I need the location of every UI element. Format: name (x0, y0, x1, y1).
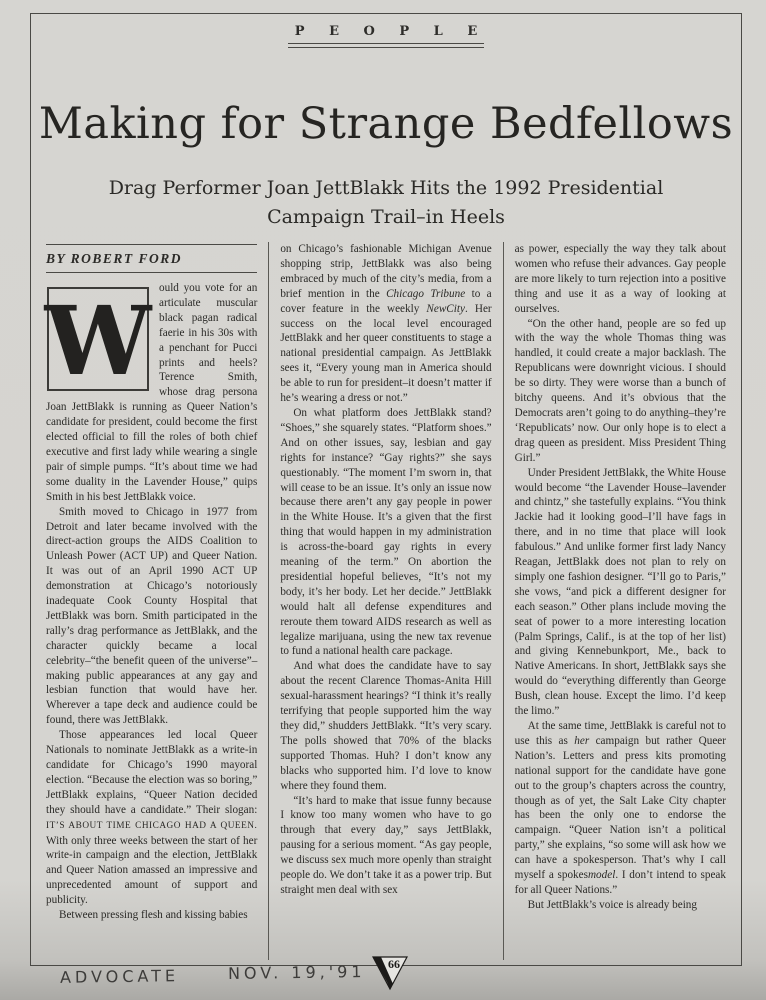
article-paragraph: Under President JettBlakk, the White House would become “the Lavender House–lavender and chintz,” she tastefully explains. “You think Jackie had it looking good–I’ll have fags in there, and in no time that place will look fabulous.” And unlike former first lady Nancy Reagan, JettBlakk does not plan to rely on simply one fashion designer. “I’ll go to Paris,” she vows, “and pick a different designer for each season.” Other plans include moving the seat of power to a more interesting location (Palm Springs, Calif., is at the top of her list) and giving Kennebunkport, Me., back to Native Americans. In short, JettBlakk says she would do “everything differently than George Bush, clean house. Except the limo. I’d keep the limo.” (514, 466, 726, 718)
article-paragraph: “On the other hand, people are so fed up with the way the whole Thomas thing was handled, it could create a major backlash. The Republicans were downright vicious. I should be so dirty. They were worse than a bunch of bitchy queens. And it’s obvious that the Democrats aren’t going to do anything–they’re ‘Republicats’ now. Our only hope is to elect a drag queen as president. Miss President Thing Girl.” (514, 317, 726, 464)
publication-logo (371, 954, 409, 997)
page-number: 66 (388, 957, 400, 971)
section-double-rule (288, 43, 484, 48)
article-paragraph: But JettBlakk’s voice is already being (527, 898, 697, 911)
column-3 (503, 242, 737, 960)
article-paragraph: Between pressing flesh and kissing babies (59, 909, 248, 922)
section-header (31, 22, 741, 48)
article-paragraph: ould you vote for an articulate muscular black pagan radical faerie in his 30s with a penchant for Pucci prints and heels? Terence Smith, whose drag persona Joan JettBlakk is running as Queer Nation’s candidate for president, could become the first elected official to fill the roles of both chief executive and first lady while wearing a single pair of simple pumps. “It’s about time we had some duality in the Lavender House,” quips Smith in his best JettBlakk voice. (46, 282, 258, 503)
article-columns (35, 242, 737, 960)
v-triangle-icon (371, 954, 409, 992)
section-label: P E O P L E (294, 24, 488, 39)
subtitle-line-1: Drag Performer Joan JettBlakk Hits the 1992 Presidential (108, 177, 664, 199)
article-paragraph: Smith moved to Chicago in 1977 from Detroit and later became involved with the direct-action groups the AIDS Coalition to Unleash Power (ACT UP) and Queer Nation. It was out of an April 1990 ACT UP demonstration at Chicago’s notoriously inadequate Cook County Hospital that JettBlakk was born. Smith participated in the rally’s drag performance as JettBlakk, and the character quickly became a local celebrity–“the benefit queen of the universe”–making public appearances at any gay and lesbian function that would have her. Wherever a tape deck and audience could be found, there was JettBlakk. (46, 505, 258, 727)
article-paragraph: And what does the candidate have to say about the recent Clarence Thomas-Anita Hill sexual-harassment hearings? “I think it’s really terrifying that people supported him the way they did,” shudders JettBlakk. “It’s very scary. The polls showed that 70% of the blacks supported Thomas. Huh? I don’t know any blacks who supported him. I’d love to know where they found them. (280, 660, 492, 792)
article-headline: Making for Strange Bedfellows (38, 99, 734, 149)
column-2-text (280, 242, 491, 898)
article-paragraph: Those appearances led local Queer Nationals to nominate JettBlakk as a write-in candidate for Chicago’s 1990 mayoral election. “Because the election was so boring,” JettBlakk explains, “Queer Nation decided they should have a candidate.” Their slogan: IT’S ABOUT TIME CHICAGO HAD A QUEEN. With only three weeks between the start of her write-in campaign and the election, JettBlakk and Queer Nation amassed an impressive and unprecedented amount of support and publicity. (46, 729, 258, 907)
dropcap-letter: W (44, 285, 152, 397)
article-paragraph: “It’s hard to make that issue funny because I know too many women who have to go through that every day,” says JettBlakk, pausing for a serious moment. “As gay people, we discuss sex much more openly than straight people do. We don’t take it as a power trip. But straight men deal with sex (280, 794, 492, 896)
subtitle-line-2: Campaign Trail–in Heels (267, 206, 505, 229)
article-paragraph: On what platform does JettBlakk stand? “Shoes,” she squarely states. “Platform shoes.” And on other issues, say, lesbian and gay rights for instance? “Gay rights?” she says questionably. “The moment I’m sworn in, that will cease to be an issue. It’s only an issue now because there aren’t any gay people in power in the White House. It’s a given that the first thing that would happen in my administration is across-the-board gay rights in every meaning of the term.” On abortion the presidential hopeful believes, “It’s not my body, it’s her body. Let her decide.” JettBlakk would halt all defense expenditures and reroute them toward AIDS research as well as legalize marijuana, using the new tax revenue to fund a national health care package. (280, 406, 492, 658)
column-3-text (515, 242, 726, 913)
handwritten-publication: ADVOCATE (59, 966, 180, 987)
page-border (30, 13, 742, 966)
article-paragraph: on Chicago’s fashionable Michigan Avenue shopping strip, JettBlakk was also being embraced by much of the city’s media, from a brief mention in the Chicago Tribune to a cover feature in the weekly NewCity. Her success on the local level encouraged JettBlakk and her queer constituents to stage a national presidential campaign. As JettBlakk sees it, “Every young man in America should be able to run for president–it doesn’t matter if he’s wearing a dress or not.” (280, 243, 492, 405)
column-1 (35, 242, 268, 960)
article-subtitle (31, 174, 741, 233)
column-2 (268, 242, 502, 960)
article-paragraph: as power, especially the way they talk about women who refuse their advances. Gay people are more likely to turn rejection into a positive thing and use it as a way of looking at ourselves. (514, 243, 726, 315)
article-paragraph: At the same time, JettBlakk is careful not to use this as her campaign but rather Queer Nation’s. Letters and press kits promoting national support for the candidate have gone out to the group’s chapters across the country, though as of yet, the Salt Lake City chapter has been the only one to endorse the campaign. “Queer Nation isn’t a political party,” she explains, “so some will ask how we can have a spokesperson. That’s why I call myself a spokesmodel. I don’t intend to speak for all Queer Nations.” (514, 720, 726, 896)
dropcap-box (44, 285, 152, 397)
handwritten-date: NOV. 19,'91 (227, 962, 366, 983)
byline: BY ROBERT FORD (46, 244, 257, 273)
